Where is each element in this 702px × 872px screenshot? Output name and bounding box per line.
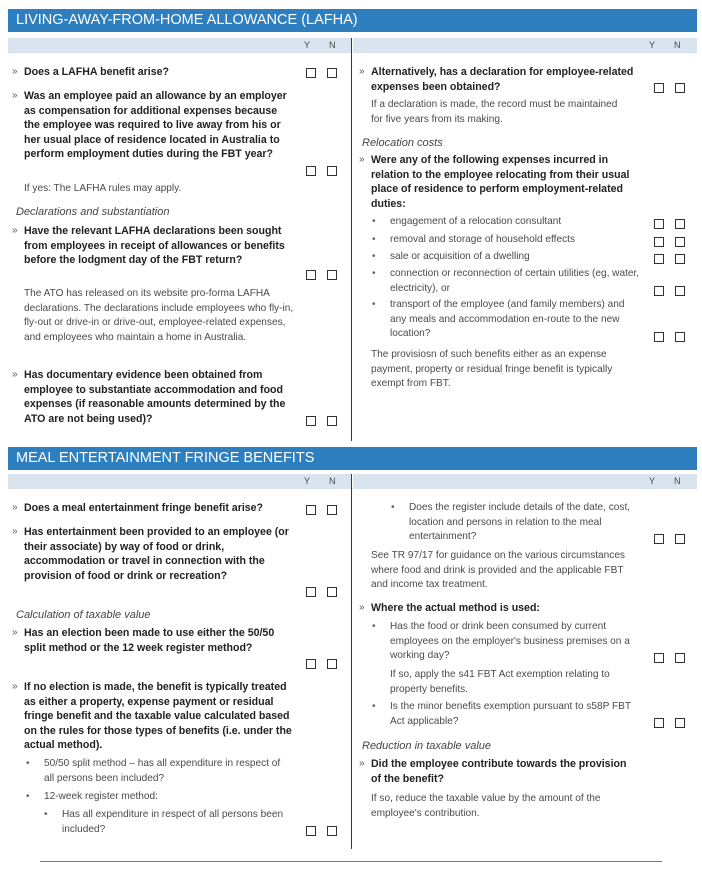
relocation-bullet-utilities: • connection or reconnection of certain utilities (eg, water, electricity), or xyxy=(372,268,640,294)
footer-divider xyxy=(40,861,662,862)
lafha-q1-yes-checkbox[interactable] xyxy=(306,68,316,78)
meal-q1-no-checkbox[interactable] xyxy=(327,505,337,515)
meal-q2-no-checkbox[interactable] xyxy=(327,587,337,597)
lafha-r-q1-note: If a declaration is made, the record must be maintained for five years from its making. xyxy=(371,99,618,125)
lafha-question-declaration-employee-expenses: » Alternatively, has a declaration for employee-related expenses been obtained? xyxy=(359,66,634,93)
meal-question-election-made: » Has an election been made to use either the 50/50 split method or the 12 week register method? xyxy=(12,627,275,654)
meal-bullet-food-consumed: • Has the food or drink been consumed by current employees on the employer's business premises on a working day? xyxy=(372,621,630,662)
yes-column-label: Y xyxy=(649,476,656,486)
meal-right-yn-header xyxy=(353,474,697,489)
lafha-q3-yes-checkbox[interactable] xyxy=(306,270,316,280)
no-column-label: N xyxy=(674,40,681,50)
meal-section-title: MEAL ENTERTAINMENT FRINGE BENEFITS xyxy=(8,447,697,470)
lafha-right-yn-header xyxy=(353,38,697,53)
relocation-b1-yes-checkbox[interactable] xyxy=(654,219,664,229)
lafha-column-divider xyxy=(351,38,352,441)
lafha-question-declarations-sought: » Have the relevant LAFHA declarations been sought from employees in receipt of allowances or benefits before the lodgment day of the FBT return? xyxy=(12,225,285,267)
lafha-subheading-relocation: Relocation costs xyxy=(362,137,443,149)
lafha-q4-no-checkbox[interactable] xyxy=(327,416,337,426)
lafha-question-relocation-expenses: » Were any of the following expenses incurred in relation to the employee relocating from their usual place of residence to perform employment-related duties: xyxy=(359,154,630,210)
relocation-b3-yes-checkbox[interactable] xyxy=(654,254,664,264)
meal-column-divider xyxy=(351,474,352,849)
relocation-b5-no-checkbox[interactable] xyxy=(675,332,685,342)
relocation-b5-yes-checkbox[interactable] xyxy=(654,332,664,342)
meal-question-actual-method: » Where the actual method is used: xyxy=(359,602,540,614)
meal-q3-yes-checkbox[interactable] xyxy=(306,659,316,669)
lafha-q2-no-checkbox[interactable] xyxy=(327,166,337,176)
meal-bullet-12-week-register: • 12-week register method: xyxy=(26,791,158,802)
meal-bullet-register-details: • Does the register include details of the date, cost, location and persons in relation to the meal entertainment? xyxy=(391,502,631,543)
meal-r-b3-no-checkbox[interactable] xyxy=(675,718,685,728)
relocation-bullet-consultant: • engagement of a relocation consultant xyxy=(372,216,562,227)
yes-column-label: Y xyxy=(649,40,656,50)
meal-tr9717-note: See TR 97/17 for guidance on the various circumstances where food and drink is provided and the applicable FBT and income tax treatment. xyxy=(371,550,625,591)
no-column-label: N xyxy=(329,40,336,50)
lafha-q3-note: The ATO has released on its website pro-forma LAFHA declarations. The declarations include employees who fly-in, fly-out or drive-in or drive-out, employee-related expenses, and employees who maintain a home in Australia. xyxy=(24,288,294,343)
meal-subheading-calculation: Calculation of taxable value xyxy=(16,609,151,621)
lafha-q3-no-checkbox[interactable] xyxy=(327,270,337,280)
lafha-r-q1-no-checkbox[interactable] xyxy=(675,83,685,93)
relocation-bullet-transport: • transport of the employee (and family members) and any meals and accommodation en-route to the new location? xyxy=(372,299,625,340)
meal-question-benefit-arise: » Does a meal entertainment fringe benefit arise? xyxy=(12,502,264,514)
meal-question-employee-contribute: » Did the employee contribute towards the provision of the benefit? xyxy=(359,758,627,785)
lafha-subheading-declarations: Declarations and substantiation xyxy=(16,206,170,218)
meal-subheading-reduction: Reduction in taxable value xyxy=(362,740,492,752)
meal-q3-no-checkbox[interactable] xyxy=(327,659,337,669)
meal-left-yn-header xyxy=(8,474,351,489)
relocation-b3-no-checkbox[interactable] xyxy=(675,254,685,264)
meal-q2-yes-checkbox[interactable] xyxy=(306,587,316,597)
lafha-q1-no-checkbox[interactable] xyxy=(327,68,337,78)
relocation-bullet-removal: • removal and storage of household effects xyxy=(372,234,575,245)
lafha-section-title: LIVING-AWAY-FROM-HOME ALLOWANCE (LAFHA) xyxy=(8,9,697,32)
meal-r-b2-no-checkbox[interactable] xyxy=(675,653,685,663)
no-column-label: N xyxy=(329,476,336,486)
meal-sub-bullet-all-expenditure: • Has all expenditure in respect of all persons been included? xyxy=(44,809,284,835)
relocation-b4-no-checkbox[interactable] xyxy=(675,286,685,296)
meal-question-no-election: » If no election is made, the benefit is typically treated as either a property, expense payment or residual fringe benefit and the taxable value calculated based on the rules for those types of benefits (i.e. under the actual method). xyxy=(12,681,292,752)
meal-r-b1-yes-checkbox[interactable] xyxy=(654,534,664,544)
meal-b3-no-checkbox[interactable] xyxy=(327,826,337,836)
meal-r-b1-no-checkbox[interactable] xyxy=(675,534,685,544)
relocation-exempt-note: The provisiosn of such benefits either as an expense payment, property or residual fringe benefit is typically exempt from FBT. xyxy=(371,349,613,390)
lafha-q2-note: If yes: The LAFHA rules may apply. xyxy=(24,183,182,194)
meal-contribution-note: If so, reduce the taxable value by the amount of the employee's contribution. xyxy=(371,793,601,819)
lafha-q2-yes-checkbox[interactable] xyxy=(306,166,316,176)
relocation-b2-yes-checkbox[interactable] xyxy=(654,237,664,247)
relocation-b1-no-checkbox[interactable] xyxy=(675,219,685,229)
yes-column-label: Y xyxy=(304,476,311,486)
meal-b3-yes-checkbox[interactable] xyxy=(306,826,316,836)
lafha-left-yn-header xyxy=(8,38,351,53)
lafha-r-q1-yes-checkbox[interactable] xyxy=(654,83,664,93)
meal-r-b3-yes-checkbox[interactable] xyxy=(654,718,664,728)
meal-s41-note: If so, apply the s41 FBT Act exemption relating to property benefits. xyxy=(390,669,610,695)
meal-bullet-5050-split: • 50/50 split method – has all expenditure in respect of all persons been included? xyxy=(26,758,281,784)
relocation-bullet-dwelling: • sale or acquisition of a dwelling xyxy=(372,251,530,262)
meal-bullet-minor-benefits: • Is the minor benefits exemption pursuant to s58P FBT Act applicable? xyxy=(372,701,631,727)
yes-column-label: Y xyxy=(304,40,311,50)
lafha-q4-yes-checkbox[interactable] xyxy=(306,416,316,426)
no-column-label: N xyxy=(674,476,681,486)
meal-r-b2-yes-checkbox[interactable] xyxy=(654,653,664,663)
meal-q1-yes-checkbox[interactable] xyxy=(306,505,316,515)
lafha-question-benefit-arise: » Does a LAFHA benefit arise? xyxy=(12,66,170,78)
lafha-question-documentary-evidence: » Has documentary evidence been obtained from employee to substantiate accommodation and food expenses (if reasonable amounts determined by the ATO are not being used)? xyxy=(12,369,286,425)
relocation-b4-yes-checkbox[interactable] xyxy=(654,286,664,296)
meal-question-entertainment-provided: » Has entertainment been provided to an employee (or their associate) by way of food or drink, accommodation or travel in connection with the provision of food or drink or recreation? xyxy=(12,526,289,582)
relocation-b2-no-checkbox[interactable] xyxy=(675,237,685,247)
lafha-question-allowance-paid: » Was an employee paid an allowance by an employer as compensation for additional expenses because the employee was required to live away from his or her usual place of residence located in Australia to perform employment duties during the FBT year? xyxy=(12,90,287,161)
